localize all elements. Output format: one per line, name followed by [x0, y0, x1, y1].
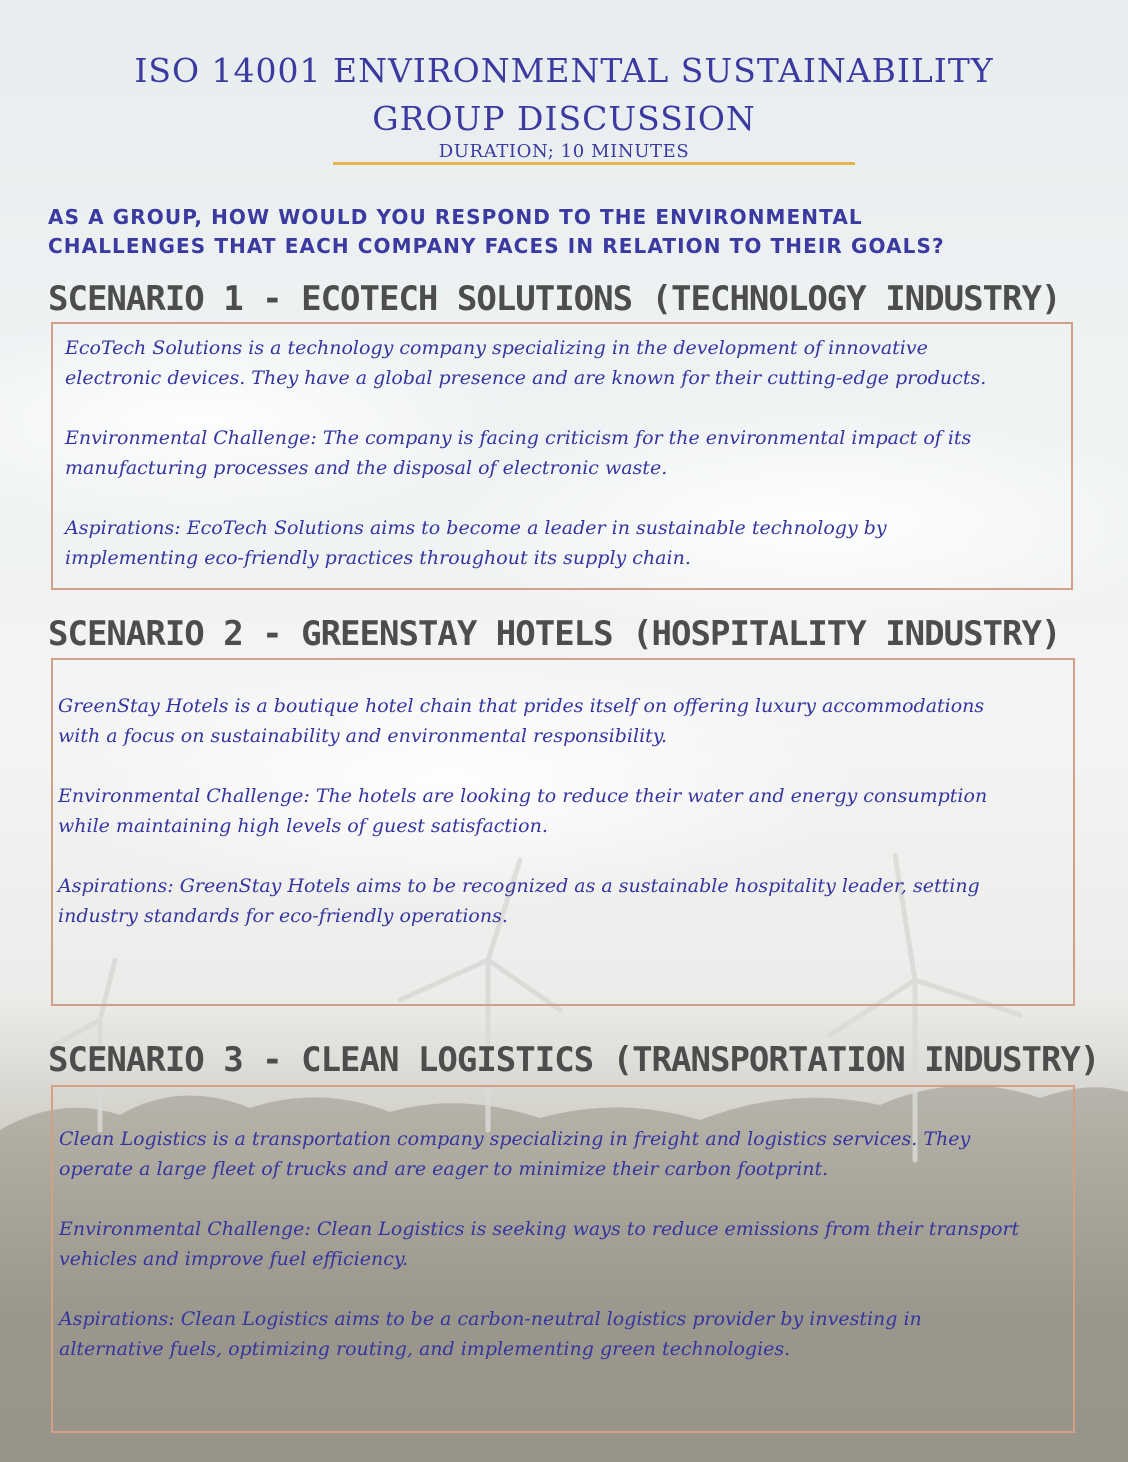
text-line: Aspirations: EcoTech Solutions aims to become a leader in sustainable technology by [65, 517, 887, 539]
scenario-1-box [51, 322, 1073, 590]
scenario-3-aspirations [59, 1304, 1065, 1364]
text-line: while maintaining high levels of guest satisfaction. [58, 815, 548, 837]
text-line: GreenStay Hotels is a boutique hotel chain that prides itself on offering luxury accommodations [58, 695, 985, 717]
text-line: Aspirations: GreenStay Hotels aims to be recognized as a sustainable hospitality leader, setting [58, 875, 980, 897]
question-line-1: AS A GROUP, HOW WOULD YOU RESPOND TO THE ENVIRONMENTAL [48, 205, 863, 229]
text-line: Aspirations: Clean Logistics aims to be a carbon-neutral logistics provider by investing in [59, 1308, 922, 1330]
text-line: vehicles and improve fuel efficiency. [59, 1248, 409, 1270]
scenario-2-box [51, 658, 1075, 1006]
text-line: electronic devices. They have a global presence and are known for their cutting-edge products. [65, 367, 987, 389]
text-line: Clean Logistics is a transportation company specializing in freight and logistics services. They [59, 1128, 971, 1150]
text-line: Environmental Challenge: Clean Logistics is seeking ways to reduce emissions from their transport [59, 1218, 1020, 1240]
text-line: with a focus on sustainability and environmental responsibility. [58, 725, 668, 747]
scenario-1-description [65, 333, 1063, 393]
question-line-2: CHALLENGES THAT EACH COMPANY FACES IN RELATION TO THEIR GOALS? [48, 234, 945, 258]
scenario-1-challenge [65, 423, 1063, 483]
scenario-3-title: SCENARIO 3 - CLEAN LOGISTICS (TRANSPORTATION INDUSTRY) [48, 1040, 1100, 1080]
title-line-2: GROUP DISCUSSION [372, 99, 756, 138]
scenario-2-description [58, 691, 1065, 751]
scenario-3-challenge [59, 1214, 1065, 1274]
scenario-3-description [59, 1124, 1065, 1184]
text-line: implementing eco-friendly practices throughout its supply chain. [65, 547, 691, 569]
duration-label: DURATION; 10 MINUTES [438, 141, 690, 162]
scenario-2-challenge [58, 781, 1065, 841]
scenario-2-title: SCENARIO 2 - GREENSTAY HOTELS (HOSPITALITY INDUSTRY) [48, 614, 1061, 654]
title-line-1: ISO 14001 ENVIRONMENTAL SUSTAINABILITY [134, 51, 994, 90]
title-underline [333, 162, 855, 165]
discussion-question [48, 203, 1108, 261]
text-line: Environmental Challenge: The company is facing criticism for the environmental impact of its [65, 427, 972, 449]
scenario-2-aspirations [58, 871, 1065, 931]
text-line: EcoTech Solutions is a technology company specializing in the development of innovative [65, 337, 928, 359]
scenario-1-aspirations [65, 513, 1063, 573]
text-line: manufacturing processes and the disposal of electronic waste. [65, 457, 668, 479]
text-line: industry standards for eco-friendly operations. [58, 905, 508, 927]
scenario-3-box [51, 1085, 1075, 1433]
scenario-1-title: SCENARIO 1 - ECOTECH SOLUTIONS (TECHNOLOGY INDUSTRY) [48, 279, 1061, 319]
text-line: Environmental Challenge: The hotels are looking to reduce their water and energy consumption [58, 785, 988, 807]
text-line: alternative fuels, optimizing routing, and implementing green technologies. [59, 1338, 791, 1360]
text-line: operate a large fleet of trucks and are eager to minimize their carbon footprint. [59, 1158, 829, 1180]
